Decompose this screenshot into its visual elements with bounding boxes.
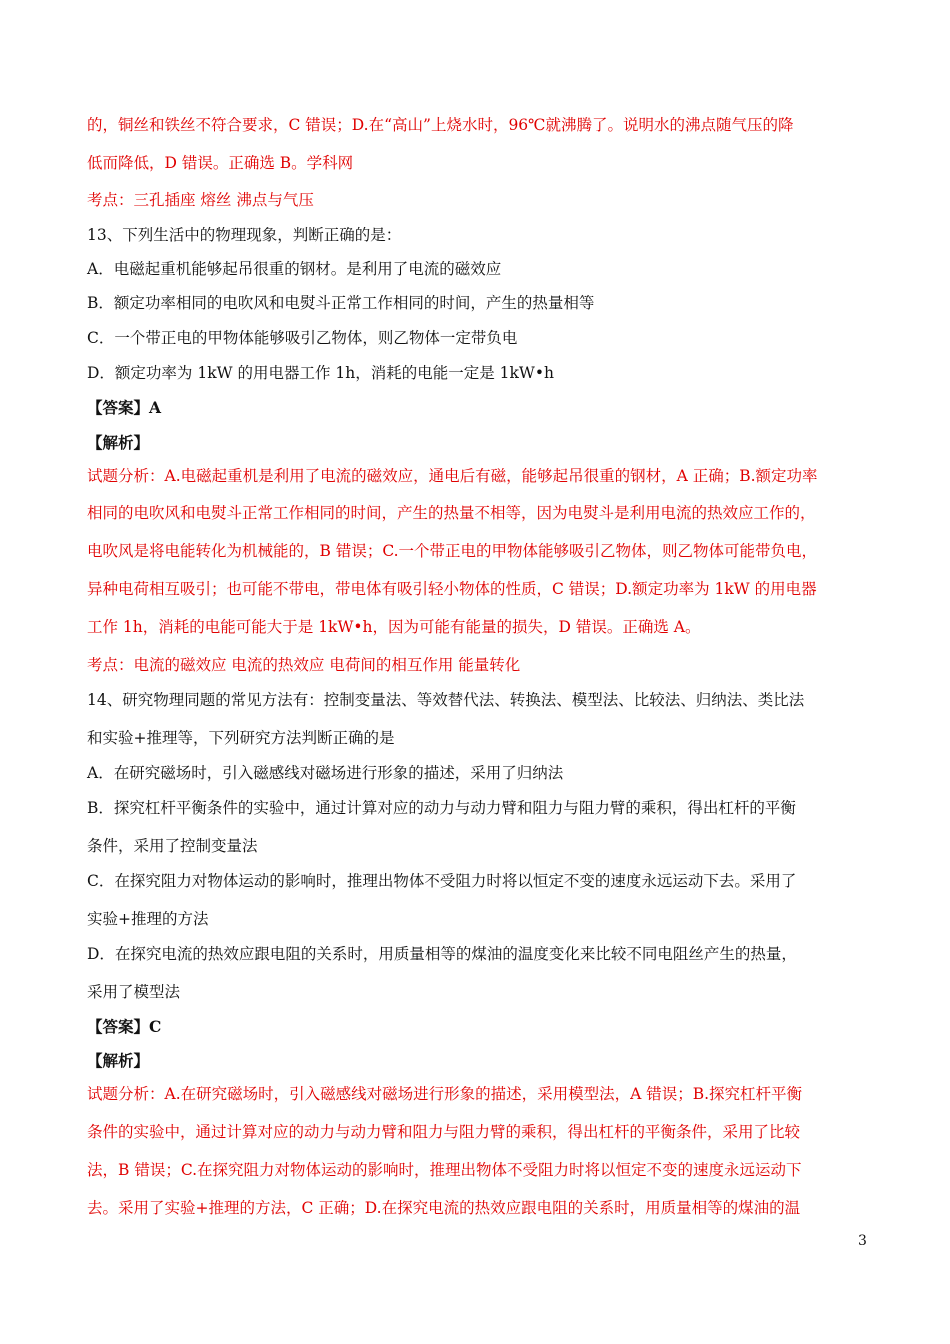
q13-answer: 【答案】A — [87, 398, 162, 417]
q14-explanation-line-2: 条件的实验中，通过计算对应的动力与动力臂和阻力与阻力臂的乘积，得出杠杆的平衡条件，采用了比较 — [87, 1123, 801, 1141]
q13-option-a: A．电磁起重机能够起吊很重的钢材。是利用了电流的磁效应 — [87, 260, 502, 278]
q14-option-d-line-2: 采用了模型法 — [87, 983, 181, 1001]
q13-stem: 13、下列生活中的物理现象，判断正确的是： — [87, 226, 402, 244]
q13-kaodian: 考点：电流的磁效应 电流的热效应 电荷间的相互作用 能量转化 — [87, 656, 521, 674]
q14-stem-line-1: 14、研究物理同题的常见方法有：控制变量法、等效替代法、转换法、模型法、比较法、归纳法、类比法 — [87, 691, 805, 709]
q14-stem-line-2: 和实验+推理等，下列研究方法判断正确的是 — [87, 729, 395, 747]
q13-explanation-line-1: 试题分析：A.电磁起重机是利用了电流的磁效应，通电后有磁，能够起吊很重的钢材，A 正确；B.额定功率 — [87, 467, 818, 485]
q13-option-b: B．额定功率相同的电吹风和电熨斗正常工作相同的时间，产生的热量相等 — [87, 294, 595, 312]
q13-explanation-line-2: 相同的电吹风和电熨斗正常工作相同的时间，产生的热量不相等，因为电熨斗是利用电流的热效应工作的， — [87, 504, 816, 522]
q13-option-d: D．额定功率为 1kW 的用电器工作 1h，消耗的电能一定是 1kW•h — [87, 364, 554, 382]
q14-option-c-line-2: 实验+推理的方法 — [87, 910, 209, 928]
page-number: 3 — [858, 1233, 867, 1249]
q14-explanation-line-1: 试题分析：A.在研究磁场时，引入磁感线对磁场进行形象的描述，采用模型法，A 错误；B.探究杠杆平衡 — [87, 1085, 803, 1103]
q14-option-a: A．在研究磁场时，引入磁感线对磁场进行形象的描述，采用了归纳法 — [87, 764, 564, 782]
q13-jiexi-label: 【解析】 — [87, 433, 150, 452]
q14-option-b-line-2: 条件，采用了控制变量法 — [87, 837, 258, 855]
q13-explanation-line-3: 电吹风是将电能转化为机械能的，B 错误；C.一个带正电的甲物体能够吸引乙物体，则乙物体可能带负电， — [87, 542, 818, 560]
q14-option-b-line-1: B．探究杠杆平衡条件的实验中，通过计算对应的动力与动力臂和阻力与阻力臂的乘积，得出杠杆的平衡 — [87, 799, 796, 817]
prev-explanation-line-2: 低而降低，D 错误。正确选 B。学科网 — [87, 154, 354, 172]
q14-jiexi-label: 【解析】 — [87, 1051, 150, 1070]
q14-answer: 【答案】C — [87, 1017, 162, 1036]
prev-explanation-line-1: 的，铜丝和铁丝不符合要求，C 错误；D.在“高山”上烧水时，96℃就沸腾了。说明水的沸点随气压的降 — [87, 116, 794, 134]
q13-explanation-line-4: 异种电荷相互吸引；也可能不带电，带电体有吸引轻小物体的性质，C 错误；D.额定功率为 1kW 的用电器 — [87, 580, 817, 598]
q14-explanation-line-4: 去。采用了实验+推理的方法，C 正确；D.在探究电流的热效应跟电阻的关系时，用质量相等的煤油的温 — [87, 1199, 801, 1217]
prev-kaodian: 考点：三孔插座 熔丝 沸点与气压 — [87, 191, 314, 209]
q14-option-d-line-1: D．在探究电流的热效应跟电阻的关系时，用质量相等的煤油的温度变化来比较不同电阻丝产生的热量， — [87, 945, 797, 963]
q13-option-c: C．一个带正电的甲物体能够吸引乙物体，则乙物体一定带负电 — [87, 329, 518, 347]
q14-explanation-line-3: 法，B 错误；C.在探究阻力对物体运动的影响时，推理出物体不受阻力时将以恒定不变的速度永远运动下 — [87, 1161, 802, 1179]
q14-option-c-line-1: C．在探究阻力对物体运动的影响时，推理出物体不受阻力时将以恒定不变的速度永远运动下去。采用了 — [87, 872, 797, 890]
q13-explanation-line-5: 工作 1h，消耗的电能可能大于是 1kW•h，因为可能有能量的损失，D 错误。正确选 A。 — [87, 618, 701, 636]
